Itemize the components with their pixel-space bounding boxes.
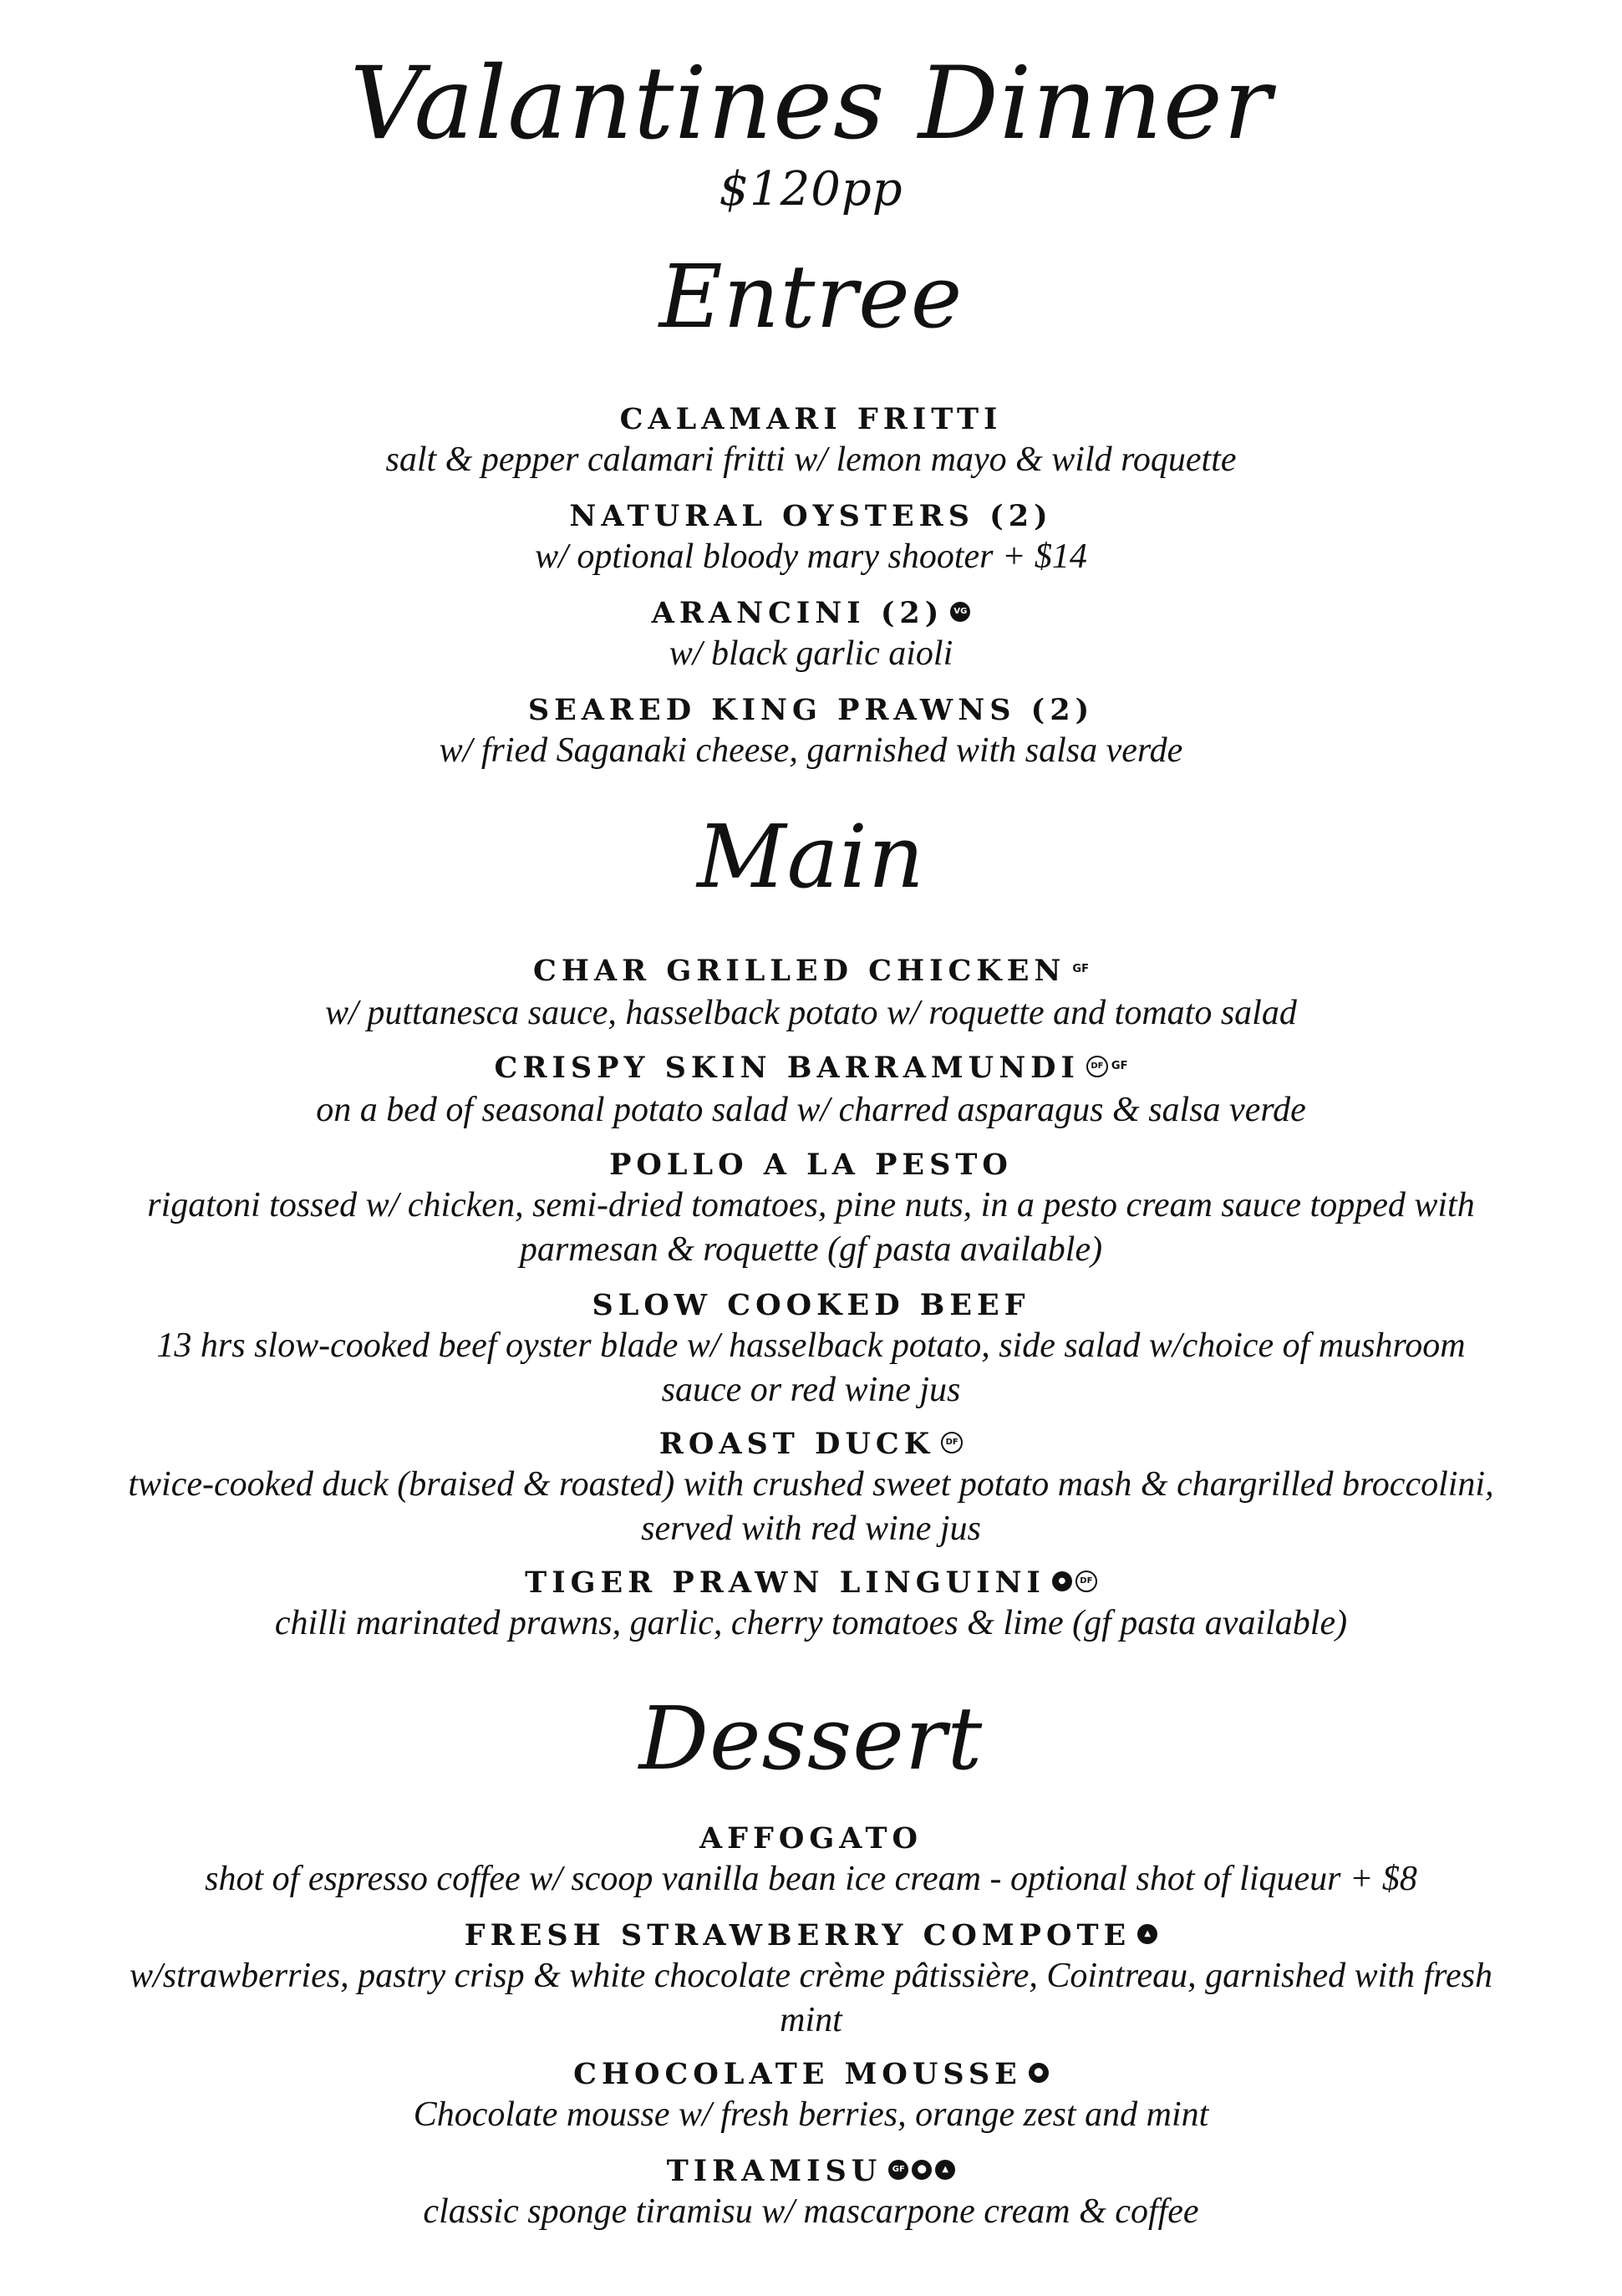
menu-item-seared-king-prawns [125,692,1497,773]
item-name-row [125,1050,1497,1088]
menu-price: $120pp [719,162,903,216]
item-name-row [125,953,1497,991]
menu-item-arancini [125,595,1497,676]
item-name: CALAMARI FRITTI [619,402,1003,436]
item-description: Chocolate mousse w/ fresh berries, orange zest and mint [413,2095,1209,2134]
item-description: salt & pepper calamari fritti w/ lemon mayo & wild roquette [385,440,1237,479]
menu-item-affogato [125,1820,1497,1901]
item-description: w/ fried Saganaki cheese, garnished with salsa verde [439,731,1183,770]
item-name: TIRAMISU [666,2154,882,2188]
chilli-icon: ● [1052,1571,1072,1591]
menu-item-chocolate-mousse [125,2056,1497,2137]
item-name-row [125,595,1497,632]
item-description: 13 hrs slow-cooked beef oyster blade w/ hasselback potato, side salad w/choice of mushroom sauce or red wine jus [156,1326,1466,1409]
menu-item-fresh-strawberry-compote [125,1917,1497,2043]
item-name: CHAR GRILLED CHICKEN [533,954,1066,988]
menu-item-tiramisu [125,2153,1497,2234]
item-description: twice-cooked duck (braised & roasted) with crushed sweet potato mash & chargrilled broccolini, served with red wine jus [128,1465,1494,1548]
section-heading-main: Main [697,806,925,908]
item-name: NATURAL OYSTERS (2) [569,499,1053,533]
item-name: AFFOGATO [699,1821,923,1856]
gluten-free-icon: GF [888,2160,908,2180]
dairy-free-icon: DF [1075,1571,1097,1592]
item-description: w/ optional bloody mary shooter + $14 [535,537,1087,576]
item-description: chilli marinated prawns, garlic, cherry tomatoes & lime (gf pasta available) [274,1604,1348,1642]
egg-icon: ⬤ [912,2160,932,2180]
item-name: ARANCINI (2) [651,596,944,630]
menu-item-tiger-prawn-linguini [125,1565,1497,1646]
item-name: FRESH STRAWBERRY COMPOTE [464,1918,1131,1952]
menu-item-crispy-skin-barramundi [125,1050,1497,1133]
item-name: SEARED KING PRAWNS (2) [527,693,1095,727]
item-description: rigatoni tossed w/ chicken, semi-dried tomatoes, pine nuts, in a pesto cream sauce topped with parmesan & roquette (gf pasta available) [147,1186,1475,1269]
item-name: CRISPY SKIN BARRAMUNDI [494,1051,1080,1085]
item-description: classic sponge tiramisu w/ mascarpone cream & coffee [423,2192,1199,2231]
item-name: CHOCOLATE MOUSSE [573,2057,1022,2091]
item-description: w/strawberries, pastry crisp & white chocolate crème pâtissière, Cointreau, garnished with fresh mint [130,1957,1492,2039]
menu-item-char-grilled-chicken [125,953,1497,1036]
item-name: TIGER PRAWN LINGUINI [525,1565,1045,1600]
section-heading-entree: Entree [658,246,964,348]
menu-title: Valantines Dinner [349,46,1273,162]
menu-item-natural-oysters [125,498,1497,579]
dairy-free-icon: DF [941,1432,963,1453]
menu-item-calamari-fritti [125,401,1497,482]
menu-item-pollo-a-la-pesto [125,1147,1497,1272]
vegan-icon: VG [950,602,970,622]
item-name: ROAST DUCK [658,1427,935,1461]
nuts-icon: ▲ [1137,1924,1157,1944]
item-description: shot of espresso coffee w/ scoop vanilla bean ice cream - optional shot of liqueur + $8 [205,1860,1417,1898]
item-name: POLLO A LA PESTO [609,1148,1013,1182]
item-description: w/ black garlic aioli [669,634,953,673]
item-name: SLOW COOKED BEEF [592,1288,1030,1322]
gluten-free-icon: GF [1111,1059,1128,1072]
nuts-icon: ▲ [935,2160,955,2180]
gluten-free-icon: GF [1072,962,1089,975]
section-heading-dessert: Dessert [638,1688,984,1789]
menu-item-roast-duck [125,1426,1497,1551]
item-name-row [125,1565,1497,1601]
dairy-free-icon: DF [1086,1056,1108,1077]
item-name-row [125,1426,1497,1463]
item-description: w/ puttanesca sauce, hasselback potato w/ roquette and tomato salad [325,993,1297,1032]
item-name-row [125,1917,1497,1954]
item-name-row [125,2153,1497,2190]
menu-item-slow-cooked-beef [125,1287,1497,1413]
item-name-row [125,2056,1497,2093]
item-description: on a bed of seasonal potato salad w/ charred asparagus & salsa verde [316,1090,1306,1129]
egg-icon: ⬤ [1029,2063,1049,2083]
